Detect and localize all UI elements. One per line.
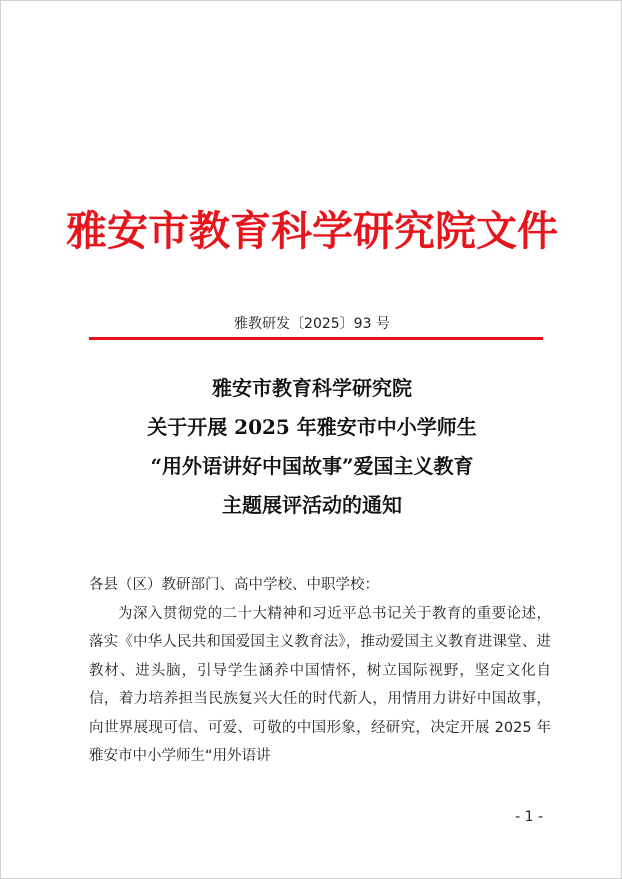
notice-title [1, 369, 622, 525]
salutation: 各县（区）教研部门、高中学校、中职学校： [89, 577, 379, 593]
notice-title-line-2: 关于开展 2025 年雅安市中小学师生 [147, 415, 477, 439]
notice-title-line-1: 雅安市教育科学研究院 [212, 376, 412, 400]
document-header-title: 雅安市教育科学研究院文件 [66, 207, 558, 255]
notice-title-line-4: 主题展评活动的通知 [222, 493, 402, 517]
document-number: 雅教研发〔2025〕93 号 [234, 316, 390, 332]
notice-body [89, 571, 551, 771]
red-divider-line [89, 337, 543, 340]
notice-title-line-3: “用外语讲好中国故事”爱国主义教育 [150, 454, 474, 478]
page-number: - 1 - [515, 809, 543, 825]
body-paragraph: 为深入贯彻党的二十大精神和习近平总书记关于教育的重要论述，落实《中华人民共和国爱国主义教育法》，推动爱国主义教育进课堂、进教材、进头脑，引导学生涵养中国情怀，树立国际视野，坚定文化自信，着力培养担当民族复兴大任的时代新人，用情用力讲好中国故事，向世界展现可信、可爱、可敬的中国形象，经研究，决定开展 2025 年雅安市中小学师生“用外语讲 [89, 605, 551, 764]
